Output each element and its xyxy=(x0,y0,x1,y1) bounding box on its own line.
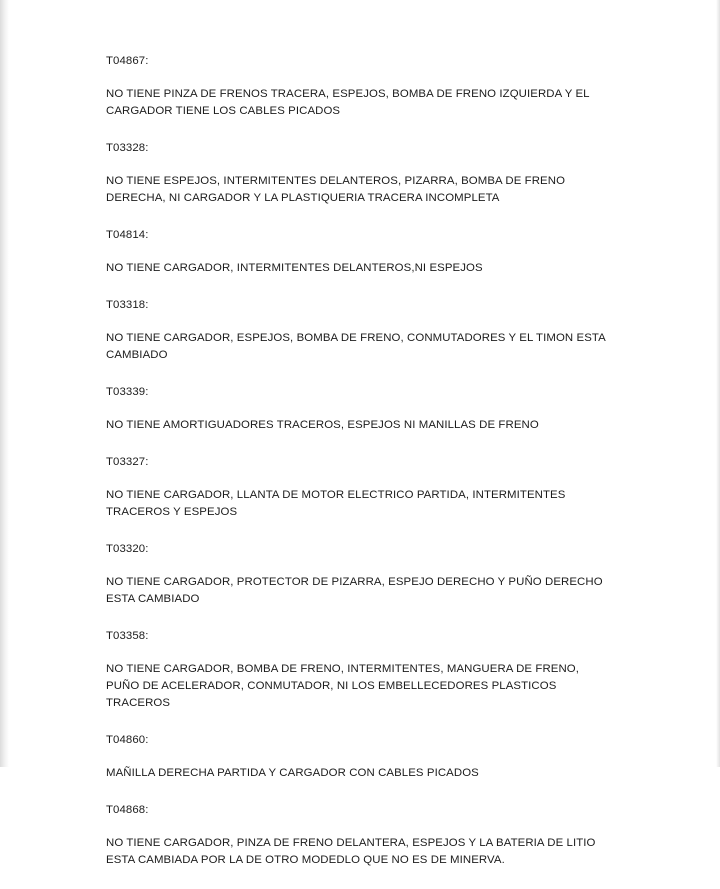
vehicle-code: T04868: xyxy=(106,804,149,816)
vehicle-notes: NO TIENE CARGADOR, PROTECTOR DE PIZARRA, ESPEJO DERECHO Y PUÑO DERECHO ESTA CAMBIADO xyxy=(106,576,603,605)
vehicle-code: T04867: xyxy=(106,55,149,67)
entry xyxy=(106,541,606,608)
vehicle-code: T03327: xyxy=(106,456,149,468)
entry xyxy=(106,384,606,434)
vehicle-notes: NO TIENE PINZA DE FRENOS TRACERA, ESPEJOS, BOMBA DE FRENO IZQUIERDA Y EL CARGADOR TIENE LOS CABLES PICADOS xyxy=(106,88,590,117)
vehicle-notes: NO TIENE CARGADOR, PINZA DE FRENO DELANTERA, ESPEJOS Y LA BATERIA DE LITIO ESTA CAMBIADA POR LA DE OTRO MODEDLO QUE NO ES DE MINERVA. xyxy=(106,837,596,866)
vehicle-notes: NO TIENE CARGADOR, BOMBA DE FRENO, INTERMITENTES, MANGUERA DE FRENO, PUÑO DE ACELERADOR, CONMUTADOR, NI LOS EMBELLECEDORES PLASTICOS TRACEROS xyxy=(106,663,580,709)
vehicle-notes: MAÑILLA DERECHA PARTIDA Y CARGADOR CON CABLES PICADOS xyxy=(106,767,479,779)
vehicle-notes: NO TIENE CARGADOR, LLANTA DE MOTOR ELECTRICO PARTIDA, INTERMITENTES TRACEROS Y ESPEJOS xyxy=(106,489,566,518)
vehicle-code: T04814: xyxy=(106,229,149,241)
entry xyxy=(106,802,606,869)
vehicle-code: T03358: xyxy=(106,630,149,642)
entry xyxy=(106,732,606,782)
page-edge-right xyxy=(716,0,720,767)
entry xyxy=(106,140,606,207)
vehicle-notes: NO TIENE AMORTIGUADORES TRACEROS, ESPEJOS NI MANILLAS DE FRENO xyxy=(106,419,539,431)
vehicle-code: T03339: xyxy=(106,386,149,398)
vehicle-notes: NO TIENE ESPEJOS, INTERMITENTES DELANTEROS, PIZARRA, BOMBA DE FRENO DERECHA, NI CARGADOR Y LA PLASTIQUERIA TRACERA INCOMPLETA xyxy=(106,175,566,204)
vehicle-code: T03328: xyxy=(106,142,149,154)
entry xyxy=(106,227,606,277)
document-body xyxy=(106,53,606,889)
vehicle-code: T03318: xyxy=(106,299,149,311)
entry xyxy=(106,297,606,364)
vehicle-notes: NO TIENE CARGADOR, ESPEJOS, BOMBA DE FRENO, CONMUTADORES Y EL TIMON ESTA CAMBIADO xyxy=(106,332,606,361)
entry xyxy=(106,628,606,712)
vehicle-code: T03320: xyxy=(106,543,149,555)
entry xyxy=(106,53,606,120)
vehicle-notes: NO TIENE CARGADOR, INTERMITENTES DELANTEROS,NI ESPEJOS xyxy=(106,262,483,274)
entry xyxy=(106,454,606,521)
page-edge-left xyxy=(0,0,9,767)
vehicle-code: T04860: xyxy=(106,734,149,746)
